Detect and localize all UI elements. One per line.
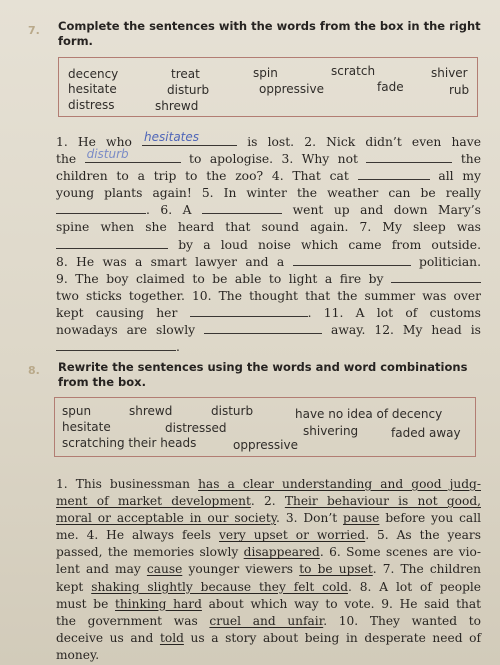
underlined-phrase: has a clear understanding and good judg- xyxy=(198,477,481,491)
exercise-8-instruction: Rewrite the sentences using the words and word combinations from the box. xyxy=(58,360,468,389)
underlined-phrase: disappeared xyxy=(243,545,320,560)
exercise-7-sentences: 1. He who hesitates is lost. 2. Nick didn’t even have the disturb to apologise. 3. Why not the children to a trip to the zoo? 4. That cat all my young plants again! 5. In winter the weather can be really . 6. A went up and down Mary’s spine when she heard that sound again. 7. My sleep was by a loud noise which came from outside. 8. He was a smart lawyer and a politician. 9. The boy claimed to be able to light a fire by two sticks together. 10. The thought that the summer was over kept causing her . 11. A lot of customs nowadays are slowly away. 12. My head is . xyxy=(56,129,481,355)
box-word: scratching their heads xyxy=(62,436,197,450)
box-word: oppressive xyxy=(233,438,298,452)
underlined-phrase: Their behaviour is not good, xyxy=(284,494,481,509)
answer-blank-12[interactable] xyxy=(56,339,176,351)
answer-blank-9[interactable] xyxy=(391,271,481,283)
underlined-phrase: moral or acceptable in our society xyxy=(56,511,277,526)
answer-blank-4[interactable] xyxy=(358,168,430,180)
box-word: hesitate xyxy=(62,420,111,434)
answer-blank-8[interactable] xyxy=(293,254,411,266)
box-word: distressed xyxy=(165,421,227,435)
exercise-8-sentences: 1. This businessman has a clear understanding and good judg- ment of market development. 2. Their behaviour is not good, moral or acceptable in our society. 3. Don’t pause before you call me. 4. He always feels very upset or worried. 5. As the years passed, the memories slowly disappeared. 6. Some scenes are vio- lent and may cause younger viewers to be upset. 7. The children kept shaking slightly because they felt cold. 8. A lot of people must be thinking hard about which way to vote. 9. He said that the government was cruel and unfair. 10. They wanted to deceive us and told us a story about being in desperate need of money. xyxy=(56,477,482,662)
box-word: have no idea of decency xyxy=(295,407,443,421)
box-word: decency xyxy=(68,67,119,81)
exercise-7-word-box xyxy=(58,57,478,117)
box-word: shrewd xyxy=(129,404,173,418)
box-word: shiver xyxy=(431,66,468,80)
box-word: distress xyxy=(68,98,115,112)
underlined-phrase: very upset or worried xyxy=(219,528,366,543)
box-word: hesitate xyxy=(68,82,117,96)
underlined-phrase: pause xyxy=(343,511,380,526)
underlined-phrase: ment of market development xyxy=(56,494,251,509)
box-word: fade xyxy=(377,80,404,94)
box-word: spun xyxy=(62,404,92,418)
exercise-8-word-box xyxy=(54,397,476,457)
box-word: shivering xyxy=(303,424,359,438)
answer-blank-1[interactable] xyxy=(142,129,237,146)
underlined-phrase: cause xyxy=(146,562,183,577)
handwritten-answer: hesitates xyxy=(144,129,200,144)
box-word: scratch xyxy=(331,64,376,78)
box-word: rub xyxy=(449,83,470,97)
answer-blank-2[interactable] xyxy=(85,147,181,163)
answer-blank-11[interactable] xyxy=(204,322,322,334)
box-word: spin xyxy=(253,66,278,80)
exercise-7-instruction: Complete the sentences with the words from the box in the right form. xyxy=(58,19,481,48)
box-word: oppressive xyxy=(259,82,324,96)
box-word: disturb xyxy=(167,83,210,97)
underlined-phrase: to be upset xyxy=(299,562,373,577)
box-word: disturb xyxy=(211,404,254,418)
exercise-7-number: 7. xyxy=(28,24,40,37)
underlined-phrase: cruel and unfair xyxy=(209,613,324,628)
answer-blank-10[interactable] xyxy=(190,305,308,317)
underlined-phrase: thinking hard xyxy=(115,596,202,611)
answer-blank-3[interactable] xyxy=(366,151,452,163)
box-word: faded away xyxy=(391,426,461,440)
answer-blank-7[interactable] xyxy=(56,237,168,249)
handwritten-answer: disturb xyxy=(86,147,129,161)
exercise-8-number: 8. xyxy=(28,364,40,377)
box-word: treat xyxy=(171,67,200,81)
answer-blank-5[interactable] xyxy=(56,202,146,214)
underlined-phrase: shaking slightly because they felt cold xyxy=(91,579,348,594)
underlined-phrase: told xyxy=(159,630,184,645)
box-word: shrewd xyxy=(155,99,199,113)
answer-blank-6[interactable] xyxy=(202,202,282,214)
